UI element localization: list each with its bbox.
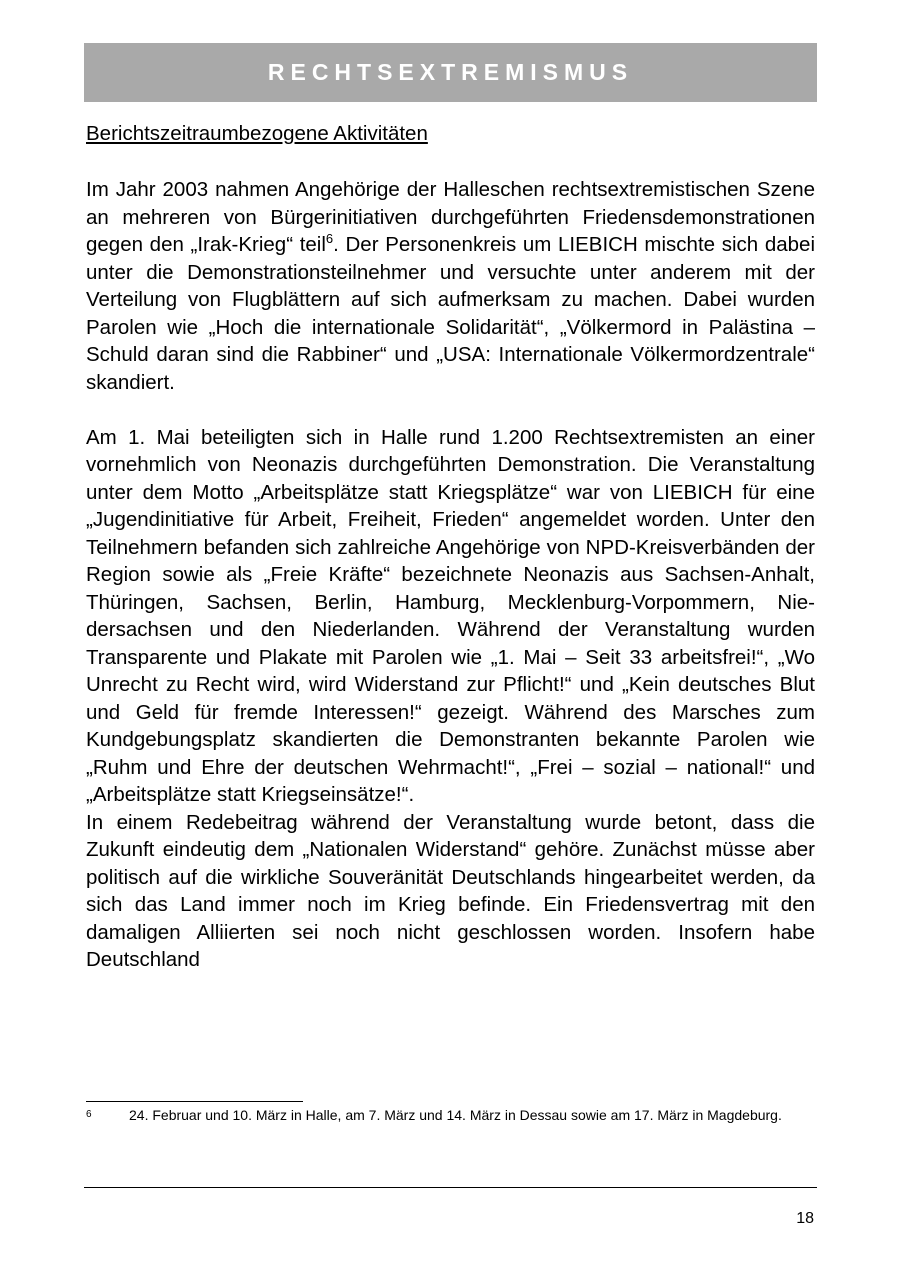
subheading: Berichtszeitraumbezogene Aktivitäten	[86, 122, 428, 145]
paragraph-2: Am 1. Mai beteiligten sich in Halle rund 1.200 Rechtsextremisten an einer vornehmlich von Neonazis durchgeführten Demonstration. Die Veranstaltung unter dem Motto „Arbeitsplätze statt Kriegsplätze“ war von LIEBICH für eine „Jugendinitiative für Arbeit, Freiheit, Frieden“ angemeldet worden. Unter den Teilnehmern befanden sich zahlreiche Angehörige von NPD-Kreisverbänden der Region sowie als „Freie Kräfte“ bezeichnete Neonazis aus Sachsen-Anhalt, Thüringen, Sachsen, Berlin, Hamburg, Mecklenburg-Vorpommern, Niedersachsen und den Niederlanden. Während der Veranstaltung wurden Transparente und Plakate mit Parolen wie „1. Mai – Seit 33 arbeitsfrei!“, „Wo Unrecht zu Recht wird, wird Widerstand zur Pflicht!“ und „Kein deutsches Blut und Geld für fremde Interessen!“ gezeigt. Während des Marsches zum Kundgebungsplatz skandierten die Demonstranten bekannte Parolen wie „Ruhm und Ehre der deutschen Wehrmacht!“, „Frei – sozial – national!“ und „Arbeitsplätze statt Kriegseinsätze!“.	[86, 425, 815, 806]
page-number: 18	[796, 1210, 814, 1227]
footnote-reference[interactable]: 6	[325, 231, 334, 247]
paragraph-1-text-b: . Der Personenkreis um LIEBICH mischte sich dabei unter die Demonstrationsteilnehmer und versuchte unter anderem mit der Verteilung von Flugblättern auf sich aufmerksam zu machen. Dabei wurden Parolen wie „Hoch die internationale Solidarität“, „Völkermord in Palästina – Schuld daran sind die Rabbiner“ und „USA: Internationale Völkermordzentrale“ skandiert.	[86, 233, 815, 394]
footnote-separator	[86, 1101, 303, 1102]
paragraph-1-text-a: Im Jahr 2003 nahmen Angehörige der Halleschen rechtsextremistischen Szene an mehreren von Bürgerinitiativen durchgeführten Friedensdemonstrationen gegen den „Irak-Krieg“ teil	[86, 178, 815, 256]
paragraph-1	[86, 176, 815, 396]
footnote-mark: 6	[86, 1109, 92, 1120]
footer-divider	[84, 1187, 817, 1188]
footnote	[86, 1106, 815, 1124]
main-content	[86, 120, 815, 974]
paragraph-3: In einem Redebeitrag während der Veranstaltung wurde betont, dass die Zukunft eindeutig dem „Nationalen Widerstand“ gehöre. Zunächst müsse aber politisch auf die wirkliche Souveränität Deutschlands hingearbeitet werden, da sich das Land immer noch im Krieg befinde. Ein Friedensvertrag mit den damaligen Alliierten sei noch nicht geschlossen worden. Insofern habe Deutschland	[86, 810, 815, 971]
footnote-text: 24. Februar und 10. März in Halle, am 7. März und 14. März in Dessau sowie am 17. März in Magdeburg.	[129, 1107, 782, 1123]
section-title: RECHTSEXTREMISMUS	[267, 59, 634, 85]
section-banner	[84, 43, 817, 102]
